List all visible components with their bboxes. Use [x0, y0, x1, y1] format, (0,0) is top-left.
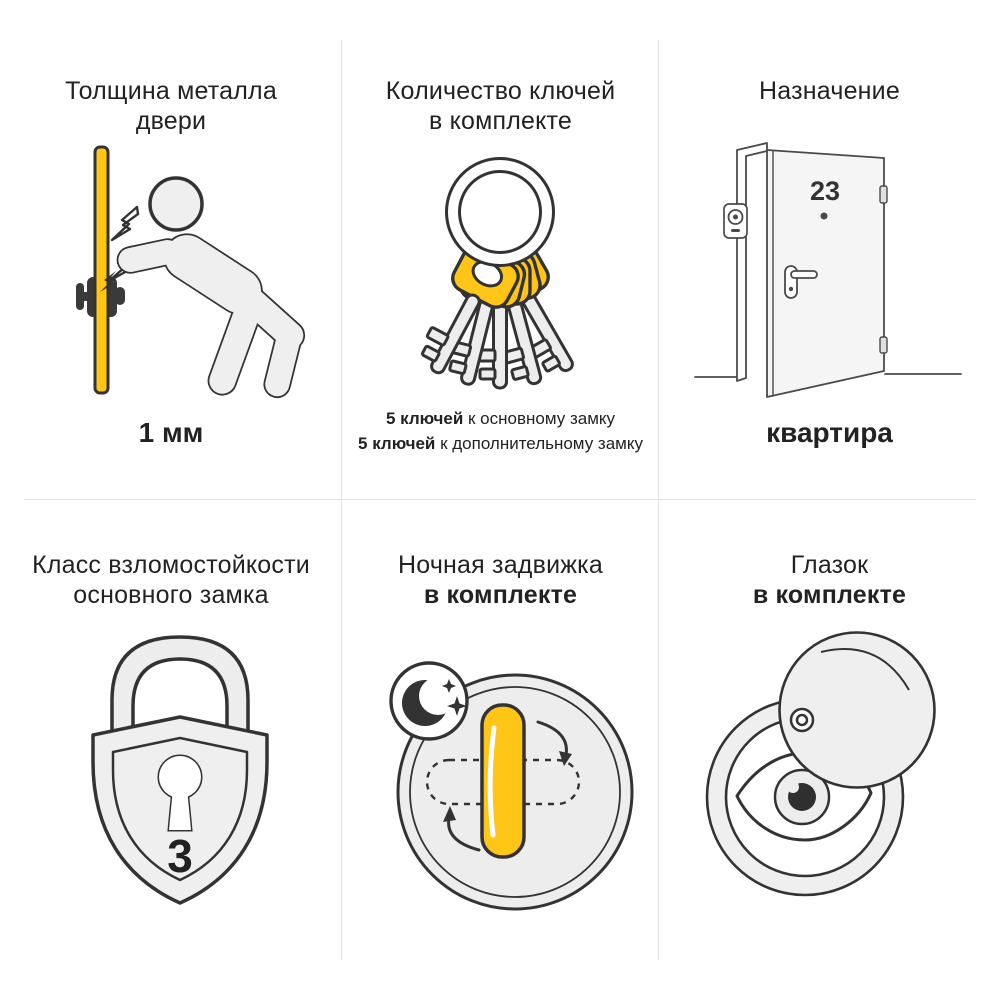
panel-title: Назначение: [759, 77, 900, 105]
door-number: 23: [809, 176, 841, 206]
panel-purpose: [659, 0, 1000, 500]
thumbturn-with-moon-badge-icon: [342, 500, 659, 1000]
panel-keys-count: [342, 0, 659, 500]
keys-caption-line: 5 ключей к дополнительному замку: [358, 434, 643, 453]
panel-title: Ночная задвижка в комплекте: [398, 551, 603, 609]
keys-caption-line: 5 ключей к основному замку: [385, 409, 616, 428]
panel-title: Класс взломостойкости основного замка: [32, 551, 310, 609]
night-mode-badge-icon: [391, 663, 467, 739]
vertical-divider: [341, 40, 342, 960]
keys-caption: [342, 406, 659, 456]
peephole-with-eye-icon: [659, 500, 1000, 1000]
panel-title: Толщина металла двери: [65, 77, 277, 135]
panel-night-latch: [342, 500, 659, 1000]
person-icon: [116, 178, 308, 399]
vertical-divider: [658, 40, 659, 960]
metal-sheet: [95, 147, 108, 393]
thumbturn-knob: [482, 705, 524, 857]
door-frame: [737, 143, 767, 381]
doorbell-icon: [724, 204, 747, 238]
peephole-cover-icon: [780, 633, 935, 788]
metal-thickness-value: 1 мм: [138, 417, 204, 448]
panel-title: Глазок в комплекте: [752, 551, 907, 609]
door-peephole-dot: [821, 213, 828, 220]
lock-class-value: 3: [167, 830, 193, 882]
purpose-value: квартира: [766, 417, 893, 448]
shield-padlock-icon: [0, 500, 342, 1000]
panel-lock-class: [0, 500, 342, 1000]
key-ring: [447, 159, 554, 266]
horizontal-divider: [24, 499, 976, 500]
panel-title: Количество ключей в комплекте: [385, 77, 616, 135]
panel-peephole: [659, 500, 1000, 1000]
panel-metal-thickness: [0, 0, 342, 500]
